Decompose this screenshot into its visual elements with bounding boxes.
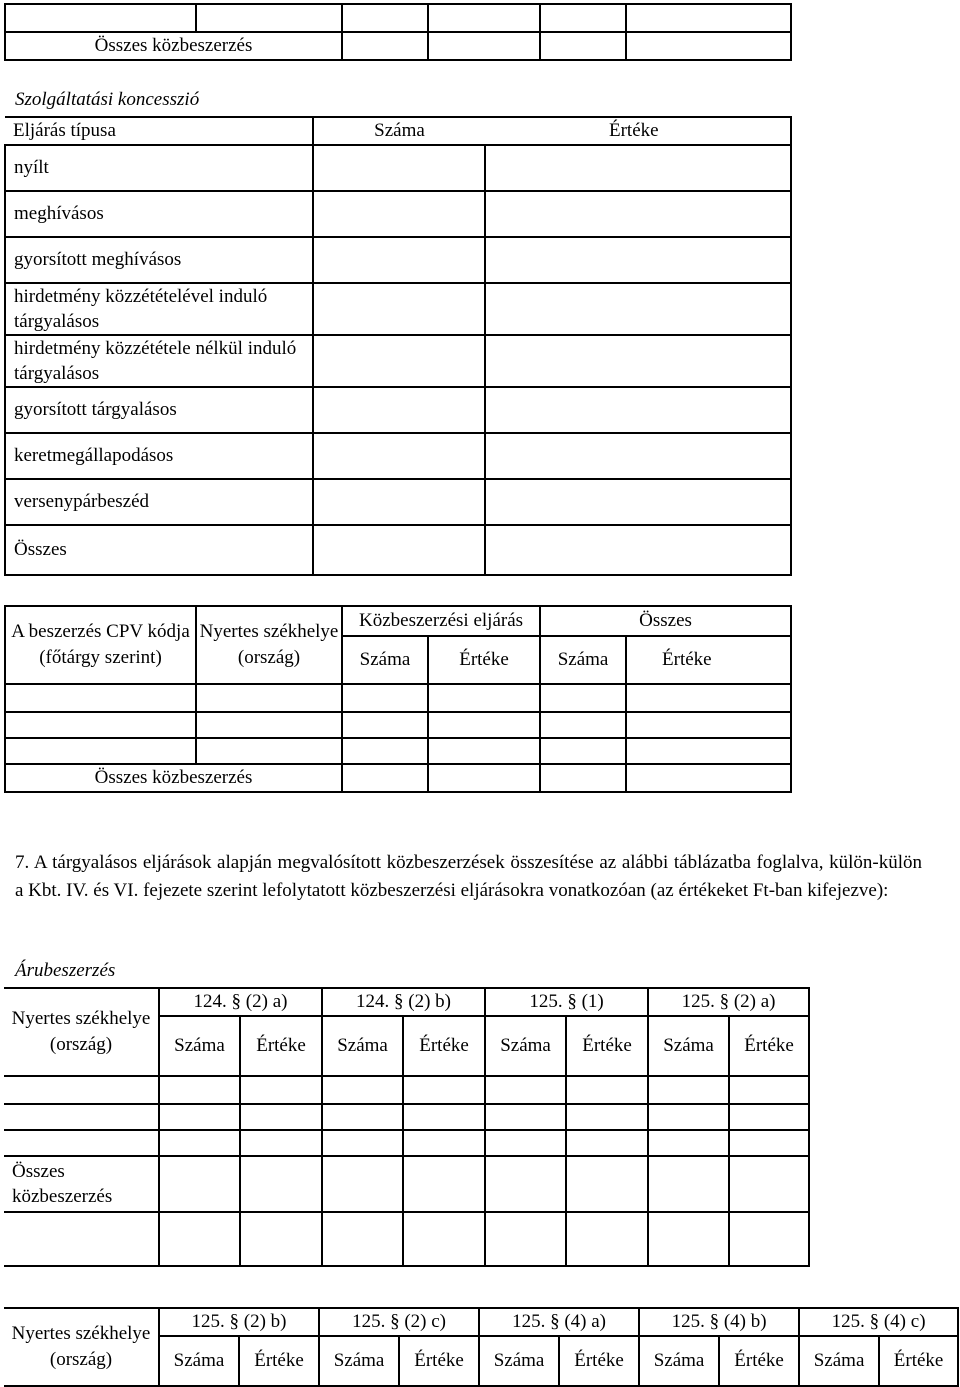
header-count: Száma: [479, 1336, 559, 1386]
header-group: 125. § (2) b): [159, 1308, 319, 1336]
table-cell: [5, 4, 196, 32]
row-label: keretmegállapodásos: [5, 433, 313, 479]
header-value: Értéke: [399, 1336, 479, 1386]
table-cell: [540, 4, 626, 32]
row-label: versenypárbeszéd: [5, 479, 313, 525]
header-count: Száma: [540, 636, 626, 684]
table-cell: [540, 32, 626, 60]
row-label: meghívásos: [5, 191, 313, 237]
concession-table: [4, 116, 792, 576]
header-value: Értéke: [729, 1016, 809, 1076]
header-group: 125. § (4) b): [639, 1308, 799, 1336]
header-group: 125. § (4) c): [799, 1308, 958, 1336]
header-count: Száma: [648, 1016, 729, 1076]
header-winner-seat: Nyertes székhelye (ország): [4, 1308, 159, 1386]
table-cell: [428, 4, 540, 32]
header-procedure-type: Eljárás típusa: [5, 117, 313, 145]
total-label: Összes közbeszerzés: [5, 32, 342, 60]
row-label: hirdetmény közzétételével induló tárgyalásos: [5, 283, 313, 335]
goods-table: [4, 987, 810, 1267]
table-cell: [428, 32, 540, 60]
row-label: hirdetmény közzététele nélkül induló tárgyalásos: [5, 335, 313, 387]
header-count: Száma: [159, 1336, 239, 1386]
header-value: Értéke: [485, 117, 791, 145]
section-title: Szolgáltatási koncesszió: [15, 89, 200, 110]
header-group: 124. § (2) a): [159, 988, 322, 1016]
section-7-paragraph: 7. A tárgyalásos eljárások alapján megvalósított közbeszerzések összesítése az alábbi táblázatba foglalva, külön-külön a Kbt. IV. és VI. fejezete szerint lefolytatott közbeszerzési eljárásokra vonatkozóan (az értékeket Ft-ban kifejezve):: [15, 852, 922, 901]
header-value: Értéke: [240, 1016, 322, 1076]
top-table: [4, 3, 792, 61]
total-label: Összes: [5, 525, 313, 575]
header-value: Értéke: [626, 636, 791, 684]
header-value: Értéke: [239, 1336, 319, 1386]
header-value: Értéke: [566, 1016, 648, 1076]
header-value: Értéke: [559, 1336, 639, 1386]
header-cpv-code: A beszerzés CPV kódja (főtárgy szerint): [5, 606, 196, 684]
row-label: nyílt: [5, 145, 313, 191]
cpv-table: [4, 605, 792, 793]
header-group: 125. § (2) a): [648, 988, 809, 1016]
header-group: 125. § (1): [485, 988, 648, 1016]
header-value: Értéke: [403, 1016, 485, 1076]
header-winner-seat: Nyertes székhelye (ország): [196, 606, 342, 684]
header-group: 124. § (2) b): [322, 988, 485, 1016]
header-value: Értéke: [719, 1336, 799, 1386]
table-cell: [196, 4, 342, 32]
header-count: Száma: [485, 1016, 566, 1076]
header-value: Értéke: [879, 1336, 958, 1386]
row-label: gyorsított meghívásos: [5, 237, 313, 283]
table-cell: [626, 32, 791, 60]
header-count: Száma: [319, 1336, 399, 1386]
row-label: gyorsított tárgyalásos: [5, 387, 313, 433]
table-cell: [342, 4, 428, 32]
header-procurement-procedure: Közbeszerzési eljárás: [342, 606, 540, 636]
header-count: Száma: [313, 117, 485, 145]
header-group: 125. § (2) c): [319, 1308, 479, 1336]
header-count: Száma: [799, 1336, 879, 1386]
table-cell: [626, 4, 791, 32]
header-total: Összes: [540, 606, 791, 636]
table-cell: [342, 32, 428, 60]
bottom-table: [4, 1307, 959, 1387]
header-value: Értéke: [428, 636, 540, 684]
header-count: Száma: [322, 1016, 403, 1076]
header-count: Száma: [639, 1336, 719, 1386]
header-count: Száma: [342, 636, 428, 684]
header-group: 125. § (4) a): [479, 1308, 639, 1336]
header-winner-seat: Nyertes székhelye (ország): [4, 988, 159, 1076]
total-label: Összes közbeszerzés: [4, 1156, 159, 1212]
header-count: Száma: [159, 1016, 240, 1076]
total-label: Összes közbeszerzés: [5, 764, 342, 792]
section-title-goods: Árubeszerzés: [15, 960, 116, 981]
